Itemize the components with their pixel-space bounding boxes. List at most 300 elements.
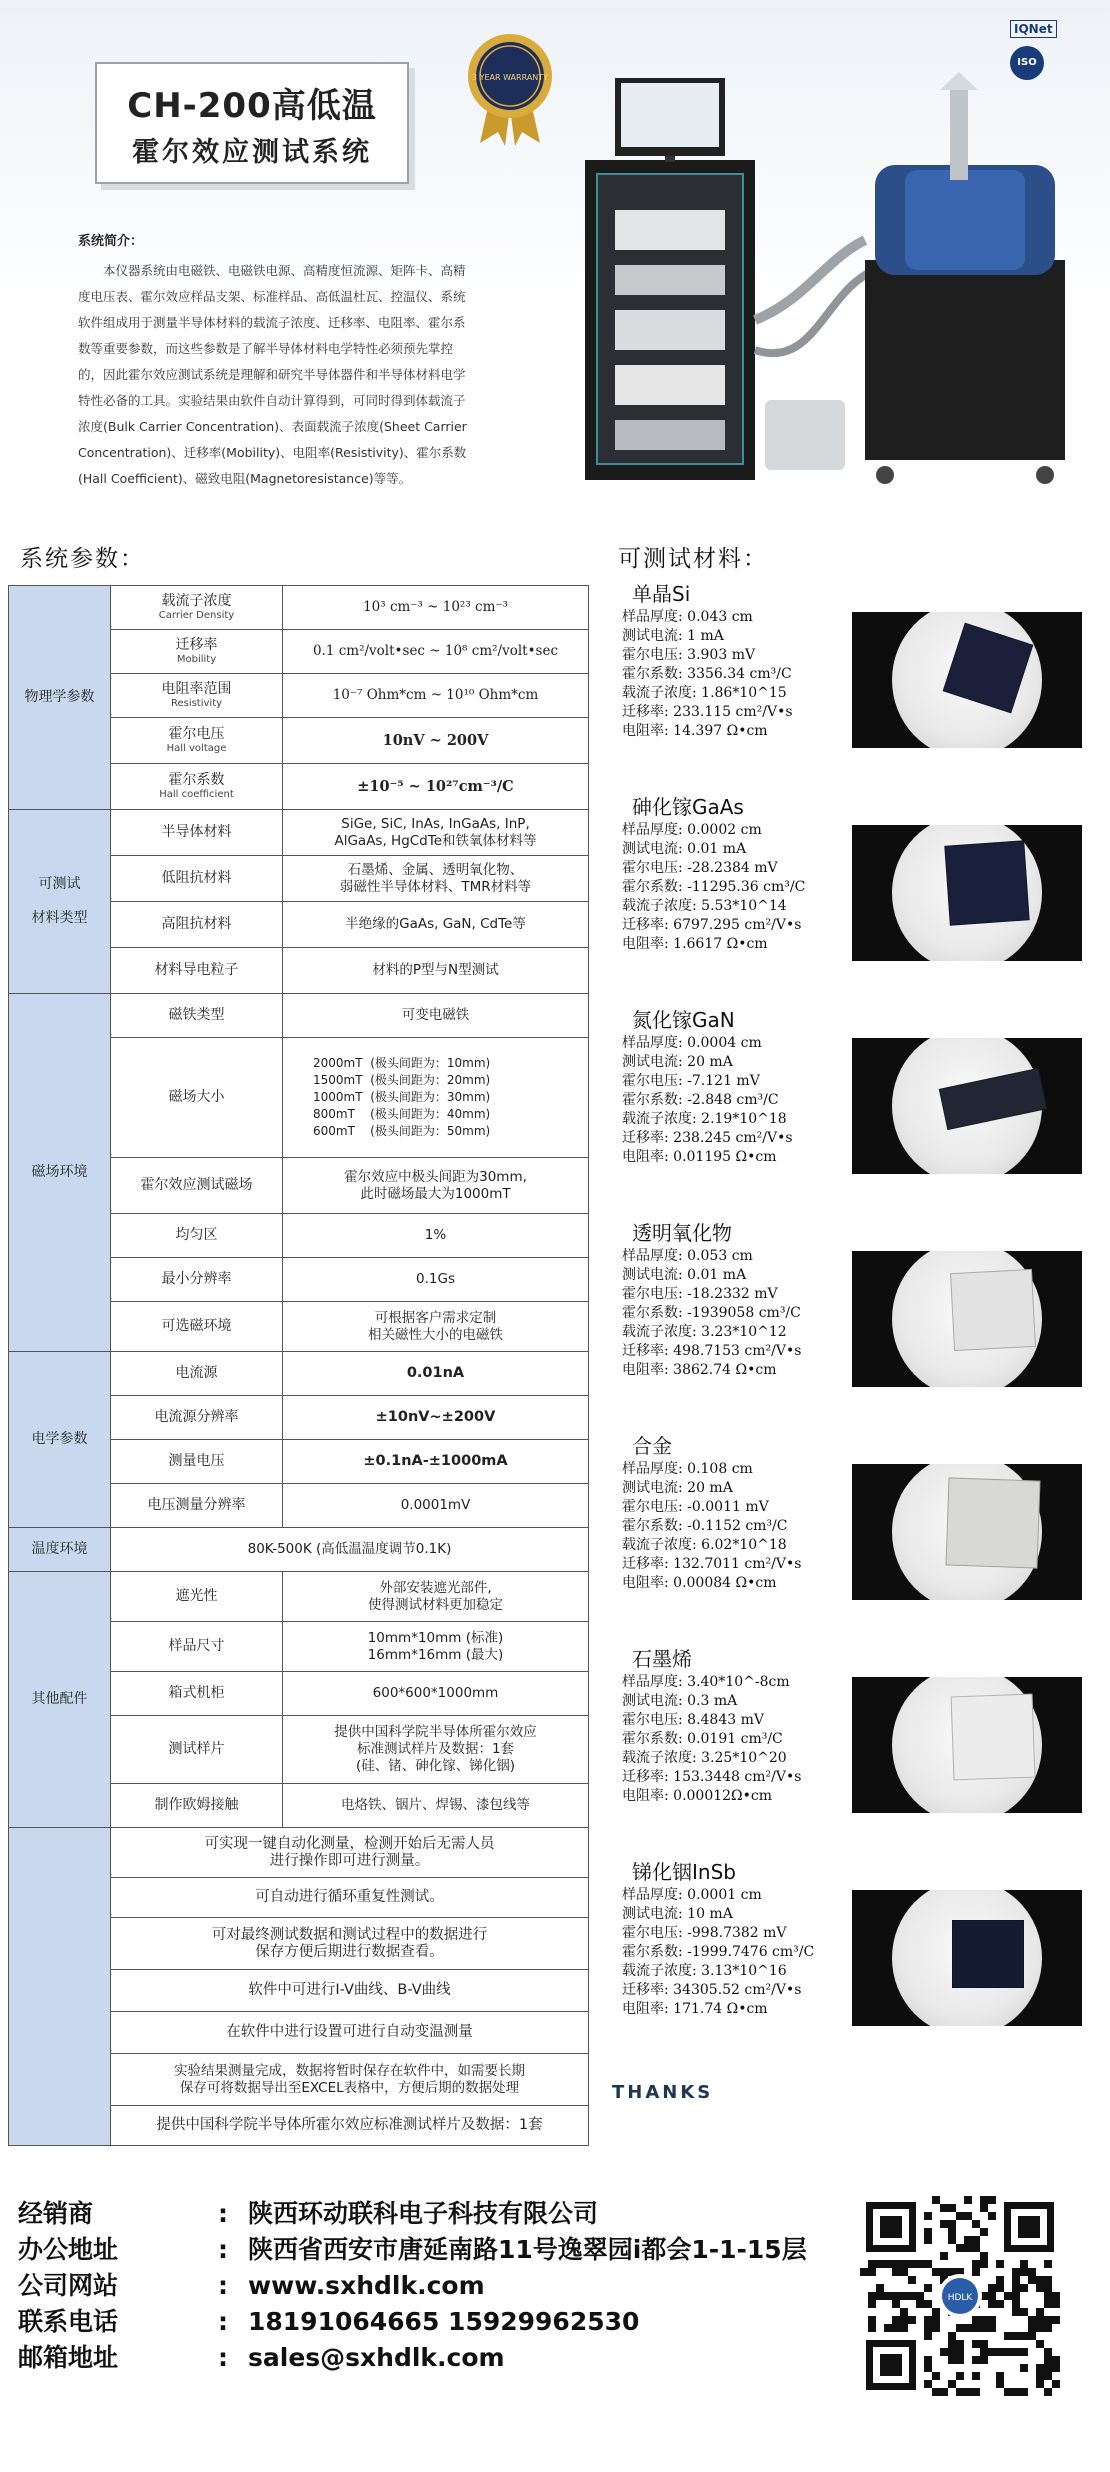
qr-module <box>892 2300 900 2308</box>
sample-piece <box>950 1269 1036 1351</box>
param-value: 10nV ~ 200V <box>283 718 589 764</box>
iqnet-logo: IQNet <box>1010 20 1057 38</box>
value-line: 弱磁性半导体材料、TMR材料等 <box>339 878 532 895</box>
param-name: 可选磁环境 <box>111 1302 283 1352</box>
qr-module <box>1012 2300 1020 2308</box>
qr-module <box>1004 2348 1012 2356</box>
measurement-line: 迁移率: 132.7011 cm²/V•s <box>622 1556 802 1572</box>
measurement-line: 测试电流: 1 mA <box>622 628 724 644</box>
qr-module <box>1044 2364 1052 2372</box>
material-item <box>612 793 1092 954</box>
thanks-text: THANKS <box>612 2082 714 2103</box>
standard-sample-note: 提供中国科学院半导体所霍尔效应标准测试样片及数据：1套 <box>111 2106 589 2146</box>
qr-module <box>940 2348 948 2356</box>
qr-module <box>1036 2308 1044 2316</box>
param-name <box>111 674 283 718</box>
measurement-line: 霍尔系数: 3356.34 cm³/C <box>622 666 792 682</box>
qr-module <box>980 2204 988 2212</box>
qr-module <box>956 2340 964 2348</box>
param-label: 迁移率 <box>175 637 218 653</box>
qr-module <box>956 2212 964 2220</box>
qr-module <box>956 2372 964 2380</box>
qr-module <box>940 2220 948 2228</box>
qr-module <box>988 2284 996 2292</box>
param-en: Carrier Density <box>158 610 235 621</box>
category-materials <box>9 810 111 994</box>
measurement-line: 载流子浓度: 5.53*10^14 <box>622 898 787 914</box>
qr-module <box>1020 2388 1028 2396</box>
category-line: 可测试 <box>38 876 81 892</box>
qr-module <box>916 2300 924 2308</box>
param-name: 低阻抗材料 <box>111 856 283 902</box>
value-line: 外部安装遮光部件, <box>379 1579 492 1596</box>
material-name: 单晶Si <box>632 582 691 606</box>
measurement-line: 样品厚度: 0.043 cm <box>622 609 753 625</box>
param-value: ±0.1nA-±1000mA <box>283 1440 589 1484</box>
param-name <box>111 630 283 674</box>
value-line: 10mm*10mm (标准) <box>367 1629 504 1646</box>
qr-code-icon[interactable] <box>860 2196 1060 2396</box>
measurement-line: 霍尔电压: -0.0011 mV <box>622 1499 769 1515</box>
qr-module <box>964 2212 972 2220</box>
params-heading: 系统参数： <box>20 546 145 572</box>
qr-module <box>1028 2316 1036 2324</box>
qr-module <box>908 2276 916 2284</box>
qr-module <box>956 2388 964 2396</box>
measurement-line: 霍尔系数: -2.848 cm³/C <box>622 1092 779 1108</box>
material-sample-photo <box>852 612 1082 748</box>
params-table <box>8 585 589 2146</box>
measurement-line: 测试电流: 10 mA <box>622 1906 733 1922</box>
category-software <box>9 1828 111 2146</box>
qr-module <box>948 2332 956 2340</box>
measurement-line: 测试电流: 0.3 mA <box>622 1693 738 1709</box>
material-item <box>612 1645 1092 1806</box>
qr-module <box>1020 2308 1028 2316</box>
qr-module <box>1052 2380 1060 2388</box>
footer-label: 经销商 <box>18 2199 94 2228</box>
measurement-line: 迁移率: 6797.295 cm²/V•s <box>622 917 802 933</box>
param-name: 电流源 <box>111 1352 283 1396</box>
qr-module <box>964 2324 972 2332</box>
qr-module <box>1012 2276 1020 2284</box>
table-row <box>9 1572 589 1622</box>
qr-module <box>972 2372 980 2380</box>
qr-module <box>1044 2300 1052 2308</box>
qr-module <box>900 2316 908 2324</box>
param-value: 0.01nA <box>283 1352 589 1396</box>
param-value <box>283 1572 589 1622</box>
qr-module <box>972 2260 980 2268</box>
param-name: 均匀区 <box>111 1214 283 1258</box>
category-electrical: 电学参数 <box>9 1352 111 1528</box>
param-label: 载流子浓度 <box>161 593 232 609</box>
param-value: 半绝缘的GaAs, GaN, CdTe等 <box>283 902 589 948</box>
material-sample-photo <box>852 825 1082 961</box>
software-line: 进行操作即可进行测量。 <box>269 1852 430 1869</box>
material-sample-photo <box>852 1677 1082 1813</box>
qr-module <box>892 2316 900 2324</box>
param-value: 2000mT (极头间距为：10mm) 1500mT (极头间距为：20mm) 1000mT (极头间距为：30mm) 800mT (极头间距为：40mm) 600mT (极头间距为：50mm) <box>283 1038 589 1158</box>
qr-module <box>932 2372 940 2380</box>
qr-module <box>932 2388 940 2396</box>
qr-module <box>1052 2292 1060 2300</box>
qr-module <box>1012 2348 1020 2356</box>
footer-label: 公司网站 <box>18 2271 119 2300</box>
param-value <box>283 1302 589 1352</box>
intro-text: 本仪器系统由电磁铁、电磁铁电源、高精度恒流源、矩阵卡、高精度电压表、霍尔效应样品支架、标准样品、高低温杜瓦、控温仪、系统软件组成用于测量半导体材料的载流子浓度、迁移率、电阻率、霍尔系数等重要参数，而这些参数是了解半导体材料电学特性必须预先掌控的，因此霍尔效应测试系统是理解和研究半导体器件和半导体材料电学特性必备的工具。实验结果由软件自动计算得到，可同时得到体载流子浓度(Bulk Carrier Concentration)、表面载流子浓度(Sheet Carrier Concentration)、迁移率(Mobility)、电阻率(Resistivity)、霍尔系数(Hall Coefficient)、磁致电阻(Magnetoresistance)等等。 <box>78 263 467 486</box>
footer-colon: : <box>218 2307 228 2336</box>
qr-module <box>1044 2372 1052 2380</box>
measurement-line: 霍尔系数: -0.1152 cm³/C <box>622 1518 788 1534</box>
qr-module <box>1044 2292 1052 2300</box>
table-row <box>9 586 589 630</box>
header-banner <box>0 0 1110 520</box>
qr-module <box>1028 2332 1036 2340</box>
table-row <box>9 1528 589 1572</box>
qr-module <box>908 2260 916 2268</box>
qr-module <box>876 2260 884 2268</box>
material-name: 石墨烯 <box>632 1647 692 1671</box>
measurement-line: 霍尔电压: 3.903 mV <box>622 647 756 663</box>
sample-piece <box>952 1920 1024 1988</box>
qr-module <box>1028 2324 1036 2332</box>
qr-module <box>900 2268 908 2276</box>
measurement-line: 载流子浓度: 3.13*10^16 <box>622 1963 787 1979</box>
sample-piece <box>951 1694 1036 1781</box>
qr-center-label: HDLK <box>947 2293 973 2303</box>
table-row <box>9 1352 589 1396</box>
software-line: 实验结果测量完成，数据将暂时保存在软件中，如需要长期 <box>174 2062 525 2079</box>
qr-module <box>1012 2292 1020 2300</box>
footer-label: 办公地址 <box>18 2235 119 2264</box>
value-line: (硅、锗、砷化镓、锑化铟) <box>355 1758 516 1774</box>
qr-module <box>932 2308 940 2316</box>
qr-module <box>996 2348 1004 2356</box>
qr-module <box>980 2356 988 2364</box>
qr-module <box>884 2260 892 2268</box>
param-en: Mobility <box>176 654 217 665</box>
qr-module <box>988 2348 996 2356</box>
qr-module <box>1052 2364 1060 2372</box>
footer-phone <box>18 2304 639 2340</box>
material-name: 合金 <box>632 1434 672 1458</box>
software-line: 可实现一键自动化测量，检测开始后无需人员 <box>204 1835 495 1852</box>
qr-module <box>932 2324 940 2332</box>
qr-module <box>932 2196 940 2204</box>
qr-module <box>892 2292 900 2300</box>
footer-label: 邮箱地址 <box>18 2343 119 2372</box>
material-name: 氮化镓GaN <box>632 1008 735 1032</box>
param-value: 10³ cm⁻³ ~ 10²³ cm⁻³ <box>283 586 589 630</box>
qr-module <box>1028 2276 1036 2284</box>
footer-colon: : <box>218 2343 228 2372</box>
category-accessories: 其他配件 <box>9 1572 111 1828</box>
qr-module <box>932 2268 940 2276</box>
param-name: 半导体材料 <box>111 810 283 856</box>
param-value <box>283 1716 589 1784</box>
qr-module <box>980 2316 988 2324</box>
qr-module <box>980 2260 988 2268</box>
microscope-field <box>892 1464 1042 1600</box>
qr-module <box>996 2260 1004 2268</box>
software-feature <box>111 2054 589 2106</box>
qr-module <box>924 2324 932 2332</box>
measurement-line: 电阻率: 171.74 Ω•cm <box>622 2001 768 2017</box>
qr-module <box>948 2204 956 2212</box>
qr-module <box>924 2300 932 2308</box>
qr-module <box>1036 2380 1044 2388</box>
footer-value: 18191064665 15929962530 <box>248 2307 640 2336</box>
param-name: 材料导电粒子 <box>111 948 283 994</box>
qr-module <box>956 2348 964 2356</box>
measurement-line: 样品厚度: 0.0002 cm <box>622 822 762 838</box>
qr-module <box>1028 2268 1036 2276</box>
software-line: 可自动进行循环重复性测试。 <box>255 1889 444 1905</box>
qr-module <box>1044 2284 1052 2292</box>
qr-module <box>948 2348 956 2356</box>
qr-module <box>900 2308 908 2316</box>
qr-module <box>1044 2316 1052 2324</box>
title-box <box>95 62 409 184</box>
measurement-line: 载流子浓度: 1.86*10^15 <box>622 685 787 701</box>
param-value: 可变电磁铁 <box>283 994 589 1038</box>
qr-module <box>940 2252 948 2260</box>
param-value: 10⁻⁷ Ohm*cm ~ 10¹⁰ Ohm*cm <box>283 674 589 718</box>
intro-title: 系统简介： <box>78 234 144 249</box>
category-physics: 物理学参数 <box>9 586 111 810</box>
qr-module <box>980 2252 988 2260</box>
measurement-line: 测试电流: 20 mA <box>622 1054 733 1070</box>
table-row <box>9 994 589 1038</box>
qr-module <box>1012 2332 1020 2340</box>
param-value: ±10⁻⁵ ~ 10²⁷cm⁻³/C <box>283 764 589 810</box>
param-name: 电压测量分辨率 <box>111 1484 283 1528</box>
microscope-field <box>892 612 1042 748</box>
qr-module <box>908 2292 916 2300</box>
qr-module <box>972 2244 980 2252</box>
qr-module <box>1004 2388 1012 2396</box>
measurement-line: 电阻率: 0.00084 Ω•cm <box>622 1575 777 1591</box>
qr-module <box>988 2212 996 2220</box>
qr-module <box>996 2300 1004 2308</box>
measurement-line: 迁移率: 498.7153 cm²/V•s <box>622 1343 802 1359</box>
sample-piece <box>945 1477 1040 1568</box>
qr-module <box>988 2196 996 2204</box>
qr-module <box>1012 2268 1020 2276</box>
value-line: 相关磁性大小的电磁铁 <box>368 1326 503 1343</box>
qr-module <box>940 2204 948 2212</box>
iso-logo: ISO <box>1010 46 1044 80</box>
microscope-field <box>892 825 1042 961</box>
measurement-line: 电阻率: 0.00012Ω•cm <box>622 1788 773 1804</box>
footer-value: 陕西环动联科电子科技有限公司 <box>248 2199 599 2228</box>
material-sample-photo <box>852 1038 1082 1174</box>
qr-module <box>1020 2364 1028 2372</box>
material-sample-photo <box>852 1464 1082 1600</box>
value-line: 16mm*16mm (最大) <box>367 1646 504 1663</box>
qr-module <box>1044 2348 1052 2356</box>
value-line: AlGaAs, HgCdTe和铁氧体材料等 <box>334 832 537 849</box>
qr-module <box>948 2356 956 2364</box>
param-value: 0.1 cm²/volt•sec ~ 10⁸ cm²/volt•sec <box>283 630 589 674</box>
measurement-line: 霍尔电压: -18.2332 mV <box>622 1286 778 1302</box>
qr-module <box>996 2276 1004 2284</box>
equipment-photo <box>575 70 1085 490</box>
qr-module <box>876 2292 884 2300</box>
qr-module <box>924 2228 932 2236</box>
qr-module <box>1044 2356 1052 2364</box>
qr-module <box>924 2332 932 2340</box>
qr-module <box>924 2260 932 2268</box>
footer-colon: : <box>218 2271 228 2300</box>
qr-module <box>868 2300 876 2308</box>
qr-module <box>1036 2364 1044 2372</box>
material-item <box>612 1858 1092 2019</box>
footer-value: 陕西省西安市唐延南路11号逸翠园i都会1-1-15层 <box>248 2235 807 2264</box>
qr-module <box>900 2260 908 2268</box>
qr-module <box>1044 2260 1052 2268</box>
param-name: 电流源分辨率 <box>111 1396 283 1440</box>
qr-module <box>988 2316 996 2324</box>
qr-module <box>956 2324 964 2332</box>
qr-module <box>988 2292 996 2300</box>
qr-module <box>980 2348 988 2356</box>
qr-module <box>924 2380 932 2388</box>
measurement-line: 样品厚度: 0.0004 cm <box>622 1035 762 1051</box>
sample-piece <box>939 1068 1048 1130</box>
certification-logos <box>1010 18 1070 78</box>
param-name: 磁铁类型 <box>111 994 283 1038</box>
value-line: 使得测试材料更加稳定 <box>368 1596 503 1613</box>
qr-module <box>972 2236 980 2244</box>
qr-module <box>868 2316 876 2324</box>
qr-module <box>996 2284 1004 2292</box>
measurement-line: 测试电流: 20 mA <box>622 1480 733 1496</box>
qr-module <box>1044 2324 1052 2332</box>
qr-module <box>964 2388 972 2396</box>
qr-module <box>876 2284 884 2292</box>
qr-module <box>1036 2340 1044 2348</box>
value-line: 霍尔效应中极头间距为30mm, <box>344 1168 527 1185</box>
software-line: 可对最终测试数据和测试过程中的数据进行 <box>211 1926 488 1943</box>
qr-module <box>924 2284 932 2292</box>
software-feature <box>111 1878 589 1918</box>
qr-module <box>868 2324 876 2332</box>
qr-module <box>1036 2284 1044 2292</box>
measurement-line: 样品厚度: 3.40*10^-8cm <box>622 1674 790 1690</box>
param-name <box>111 764 283 810</box>
microscope-field <box>892 1677 1042 1813</box>
qr-module <box>1020 2348 1028 2356</box>
footer-label: 联系电话 <box>18 2307 119 2336</box>
qr-module <box>1012 2308 1020 2316</box>
material-name: 锑化铟InSb <box>632 1860 736 1884</box>
footer-dealer <box>18 2196 598 2232</box>
qr-module <box>916 2292 924 2300</box>
qr-module <box>988 2324 996 2332</box>
qr-module <box>916 2260 924 2268</box>
qr-module <box>948 2380 956 2388</box>
website-link[interactable]: www.sxhdlk.com <box>248 2271 485 2300</box>
material-sample-photo <box>852 1251 1082 1387</box>
measurement-line: 电阻率: 0.01195 Ω•cm <box>622 1149 777 1165</box>
param-label: 电阻率范围 <box>161 681 232 697</box>
table-row <box>9 810 589 856</box>
param-name: 遮光性 <box>111 1572 283 1622</box>
qr-module <box>948 2220 956 2228</box>
param-value: 0.1Gs <box>283 1258 589 1302</box>
qr-module <box>860 2268 868 2276</box>
email-link[interactable]: sales@sxhdlk.com <box>248 2343 505 2372</box>
value-line: SiGe, SiC, InAs, InGaAs, InP, <box>341 815 530 832</box>
measurement-line: 迁移率: 233.115 cm²/V•s <box>622 704 793 720</box>
qr-module <box>1052 2300 1060 2308</box>
measurement-line: 样品厚度: 0.0001 cm <box>622 1887 762 1903</box>
param-value: 电烙铁、铟片、焊锡、漆包线等 <box>283 1784 589 1828</box>
qr-module <box>908 2316 916 2324</box>
measurement-line: 迁移率: 34305.52 cm²/V•s <box>622 1982 802 1998</box>
qr-module <box>1012 2388 1020 2396</box>
measurement-line: 迁移率: 238.245 cm²/V•s <box>622 1130 793 1146</box>
param-value <box>283 1622 589 1672</box>
qr-module <box>1020 2260 1028 2268</box>
measurement-line: 霍尔电压: 8.4843 mV <box>622 1712 764 1728</box>
value-line: 提供中国科学院半导体所霍尔效应 <box>334 1724 537 1740</box>
qr-module <box>980 2340 988 2348</box>
qr-module <box>948 2236 956 2244</box>
category-magnetic: 磁场环境 <box>9 994 111 1352</box>
param-en: Hall coefficient <box>159 789 234 800</box>
footer-address <box>18 2232 807 2268</box>
qr-module <box>892 2268 900 2276</box>
qr-module <box>892 2260 900 2268</box>
qr-module <box>972 2388 980 2396</box>
measurement-line: 霍尔电压: -7.121 mV <box>622 1073 760 1089</box>
qr-module <box>980 2324 988 2332</box>
software-feature <box>111 1918 589 1970</box>
measurement-line: 电阻率: 3862.74 Ω•cm <box>622 1362 777 1378</box>
measurement-line: 霍尔电压: -998.7382 mV <box>622 1925 787 1941</box>
qr-module <box>884 2292 892 2300</box>
qr-module <box>924 2236 932 2244</box>
qr-module <box>1044 2388 1052 2396</box>
qr-module <box>956 2244 964 2252</box>
qr-module <box>948 2228 956 2236</box>
param-name: 制作欧姆接触 <box>111 1784 283 1828</box>
param-value: 0.0001mV <box>283 1484 589 1528</box>
software-feature <box>111 2012 589 2054</box>
param-name: 样品尺寸 <box>111 1622 283 1672</box>
param-value: 1% <box>283 1214 589 1258</box>
measurement-line: 霍尔系数: -11295.36 cm³/C <box>622 879 806 895</box>
qr-module <box>868 2268 876 2276</box>
material-item <box>612 1219 1092 1380</box>
param-value: 80K-500K (高低温温度调节0.1K) <box>111 1528 589 1572</box>
page-subtitle: 霍尔效应测试系统 <box>132 137 372 168</box>
value-line: 石墨烯、金属、透明氧化物、 <box>347 861 524 878</box>
category-line: 材料类型 <box>31 910 88 926</box>
software-feature <box>111 1970 589 2012</box>
software-line: 保存可将数据导出至EXCEL表格中，方便后期的数据处理 <box>179 2079 520 2096</box>
qr-module <box>924 2356 932 2364</box>
measurement-line: 霍尔系数: -1999.7476 cm³/C <box>622 1944 815 1960</box>
qr-module <box>1012 2284 1020 2292</box>
footer-website <box>18 2268 485 2304</box>
qr-module <box>972 2268 980 2276</box>
qr-module <box>924 2212 932 2220</box>
qr-module <box>924 2364 932 2372</box>
